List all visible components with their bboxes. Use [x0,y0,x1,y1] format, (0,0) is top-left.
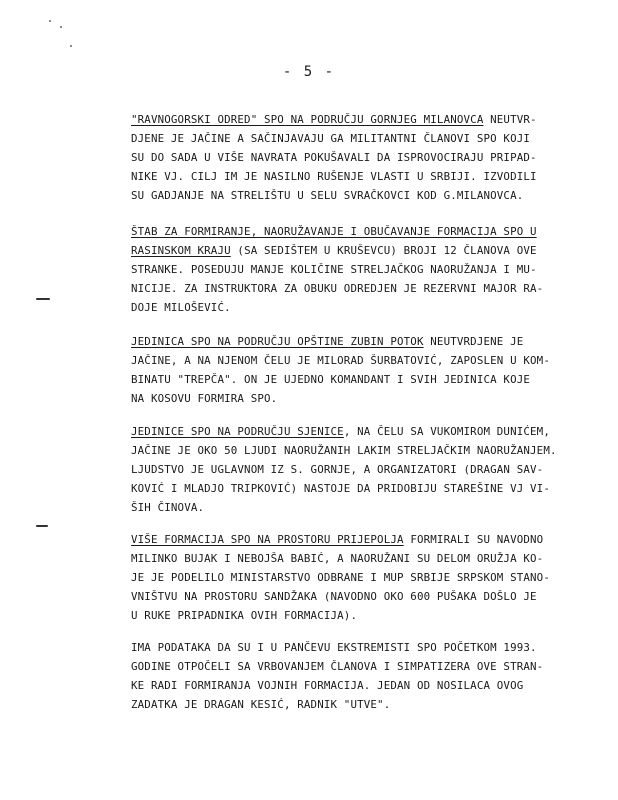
text-line: U RUKE PRIPADNIKA OVIH FORMACIJA). [131,609,358,622]
text-line: ŠIH ČINOVA. [131,501,205,514]
text-line: MILINKO BUJAK I NEBOJŠA BABIĆ, A NAORUŽANI SU DELOM ORUŽJA KO- [131,552,544,565]
text-line: SU GADJANJE NA STRELIŠTU U SELU SVRAČKOVCI KOD G.MILANOVCA. [131,189,524,202]
text-line: RASINSKOM KRAJU (SA SEDIŠTEM U KRUŠEVCU) BROJI 12 ČLANOVA OVE [131,244,537,257]
page-number: - 5 - [282,64,336,80]
underlined-heading: ŠTAB ZA FORMIRANJE, NAORUŽAVANJE I OBUČAVANJE FORMACIJA SPO U [131,225,537,238]
text-line: KOVIĆ I MLADJO TRIPKOVIĆ) NASTOJE DA PRIDOBIJU STAREŠINE VJ VI- [131,482,550,495]
paragraph-zubin-potok [131,332,591,408]
text-line: BINATU "TREPČA". ON JE UJEDNO KOMANDANT I SVIH JEDINICA KOJE [131,373,531,386]
text-line: GODINE OTPOČELI SA VRBOVANJEM ČLANOVA I SIMPATIZERA OVE STRAN- [131,660,544,673]
text-line: JAČINE JE OKO 50 LJUDI NAORUŽANIH LAKIM STRELJAČKIM NAORUŽANJEM. [131,444,557,457]
underlined-heading: "RAVNOGORSKI ODRED" SPO NA PODRUČJU GORNJEG MILANOVCA [131,113,484,126]
text-line: NIKE VJ. CILJ IM JE NASILNO RUŠENJE VLASTI U SRBIJI. IZVODILI [131,170,537,183]
scan-speck [70,45,72,47]
text-line: JEDINICE SPO NA PODRUČJU SJENICE, NA ČELU SA VUKOMIROM DUNIĆEM, [131,425,550,438]
underlined-heading: RASINSKOM KRAJU [131,244,231,257]
text-line [131,222,591,241]
text-line: JAČINE, A NA NJENOM ČELU JE MILORAD ŠURBATOVIĆ, ZAPOSLEN U KOM- [131,354,550,367]
underlined-heading: VIŠE FORMACIJA SPO NA PROSTORU PRIJEPOLJA [131,533,404,546]
text-line: DOJE MILOŠEVIĆ. [131,301,231,314]
text-line: VIŠE FORMACIJA SPO NA PROSTORU PRIJEPOLJA FORMIRALI SU NAVODNO [131,533,544,546]
paragraph-pancevo [131,638,591,714]
text-line: JE JE PODELILO MINISTARSTVO ODBRANE I MUP SRBIJE SRPSKOM STANO- [131,571,550,584]
paragraph-rasinski-kraj [131,222,591,317]
underlined-heading: JEDINICE SPO NA PODRUČJU SJENICE [131,425,344,438]
text-line: SU DO SADA U VIŠE NAVRATA POKUŠAVALI DA ISPROVOCIRAJU PRIPAD- [131,151,537,164]
scan-speck [60,26,62,28]
paragraph-prijepolje [131,530,591,625]
paragraph-gornji-milanovac [131,110,591,205]
text-line: STRANKE. POSEDUJU MANJE KOLIČINE STRELJAČKOG NAORUŽANJA I MU- [131,263,537,276]
underlined-heading: JEDINICA SPO NA PODRUČJU OPŠTINE ZUBIN POTOK [131,335,424,348]
margin-mark [36,525,48,527]
text-line: KE RADI FORMIRANJA VOJNIH FORMACIJA. JEDAN OD NOSILACA OVOG [131,679,524,692]
text-line: NA KOSOVU FORMIRA SPO. [131,392,278,405]
text-line: ZADATKA JE DRAGAN KESIĆ, RADNIK "UTVE". [131,698,391,711]
text-line: "RAVNOGORSKI ODRED" SPO NA PODRUČJU GORNJEG MILANOVCA NEUTVR- [131,113,537,126]
paragraph-sjenica [131,422,591,517]
text-line: DJENE JE JAČINE A SAČINJAVAJU GA MILITANTNI ČLANOVI SPO KOJI [131,132,531,145]
text-line: LJUDSTVO JE UGLAVNOM IZ S. GORNJE, A ORGANIZATORI (DRAGAN SAV- [131,463,544,476]
margin-mark [36,298,50,300]
text-line: JEDINICA SPO NA PODRUČJU OPŠTINE ZUBIN POTOK NEUTVRDJENE JE [131,335,524,348]
text-line: NICIJE. ZA INSTRUKTORA ZA OBUKU ODREDJEN JE REZERVNI MAJOR RA- [131,282,544,295]
text-line: VNIŠTVU NA PROSTORU SANDŽAKA (NAVODNO OKO 600 PUŠAKA DOŠLO JE [131,590,537,603]
scan-speck [49,20,51,22]
text-line: IMA PODATAKA DA SU I U PANČEVU EKSTREMISTI SPO POČETKOM 1993. [131,641,537,654]
